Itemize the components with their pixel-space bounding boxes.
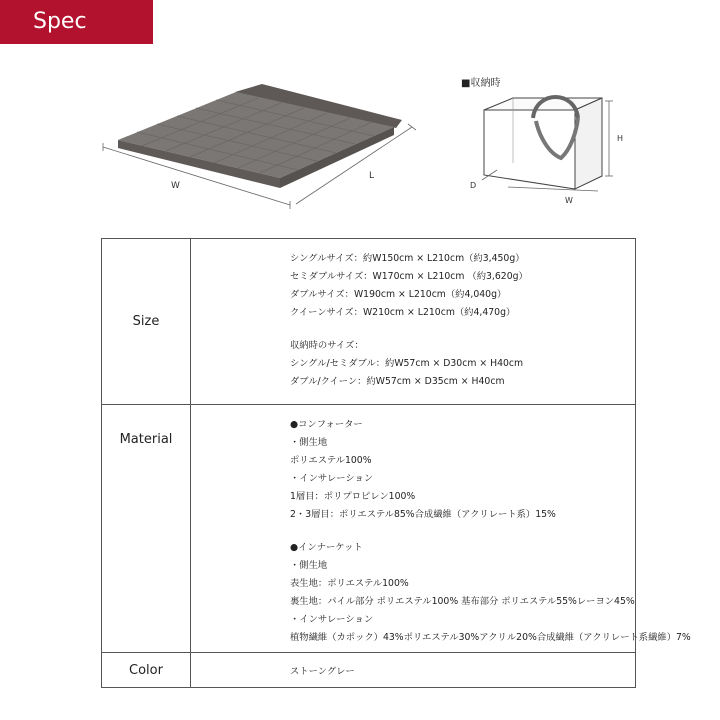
material-line: 1層目：ポリプロピレン100% <box>290 491 416 502</box>
material-line: ・側生地 <box>290 560 328 571</box>
product-illustrations <box>0 44 720 240</box>
spec-table <box>101 238 691 688</box>
storage-title: ■収納時 <box>461 78 501 89</box>
material-label: Material <box>102 405 191 653</box>
material-line: ●コンフォーター <box>290 419 363 430</box>
storage-h-label: H <box>617 134 624 143</box>
size-label: Size <box>102 239 191 405</box>
material-values <box>191 405 691 653</box>
comforter-illustration <box>103 84 416 209</box>
size-line: ダブルサイズ：W190cm × L210cm（約4,040g） <box>290 289 507 300</box>
material-line: 表生地：ポリエステル100% <box>290 578 409 589</box>
size-values <box>191 239 636 405</box>
size-line: セミダブルサイズ：W170cm × L210cm （約3,620g） <box>290 271 528 282</box>
size-row <box>102 239 636 405</box>
storage-size-line: ダブル/クイーン：約W57cm × D35cm × H40cm <box>290 376 505 387</box>
spec-tab-label: Spec <box>33 9 87 34</box>
storage-d-label: D <box>470 181 477 190</box>
comforter-w-label: W <box>171 181 180 191</box>
size-line: クイーンサイズ：W210cm × L210cm（約4,470g） <box>290 307 516 318</box>
storage-size-line: シングル/セミダブル：約W57cm × D30cm × H40cm <box>290 358 524 369</box>
color-row <box>102 653 636 688</box>
storage-w-label: W <box>565 196 573 205</box>
storage-bag-illustration <box>470 97 623 205</box>
material-line: ・インサレーション <box>290 614 374 625</box>
spec-header-tab <box>0 0 153 44</box>
material-line: ・側生地 <box>290 437 328 448</box>
material-row <box>102 405 636 653</box>
color-value: ストーングレー <box>191 653 636 688</box>
size-line: シングルサイズ：約W150cm × L210cm（約3,450g） <box>290 253 525 264</box>
material-line: ・インサレーション <box>290 473 374 484</box>
material-line: ●インナーケット <box>290 542 363 553</box>
comforter-l-label: L <box>369 171 375 181</box>
material-line: 裏生地：パイル部分 ポリエステル100% 基布部分 ポリエステル55%レーヨン45% <box>290 596 635 607</box>
storage-size-heading: 収納時のサイズ： <box>290 340 364 351</box>
color-label: Color <box>102 653 191 688</box>
material-line: 植物繊維（カポック）43%ポリエステル30%アクリル20%合成繊維（アクリレート系繊維）7% <box>290 632 691 643</box>
material-line: ポリエステル100% <box>290 455 372 466</box>
material-line: 2・3層目：ポリエステル85%合成繊維（アクリレート系）15% <box>290 509 556 520</box>
